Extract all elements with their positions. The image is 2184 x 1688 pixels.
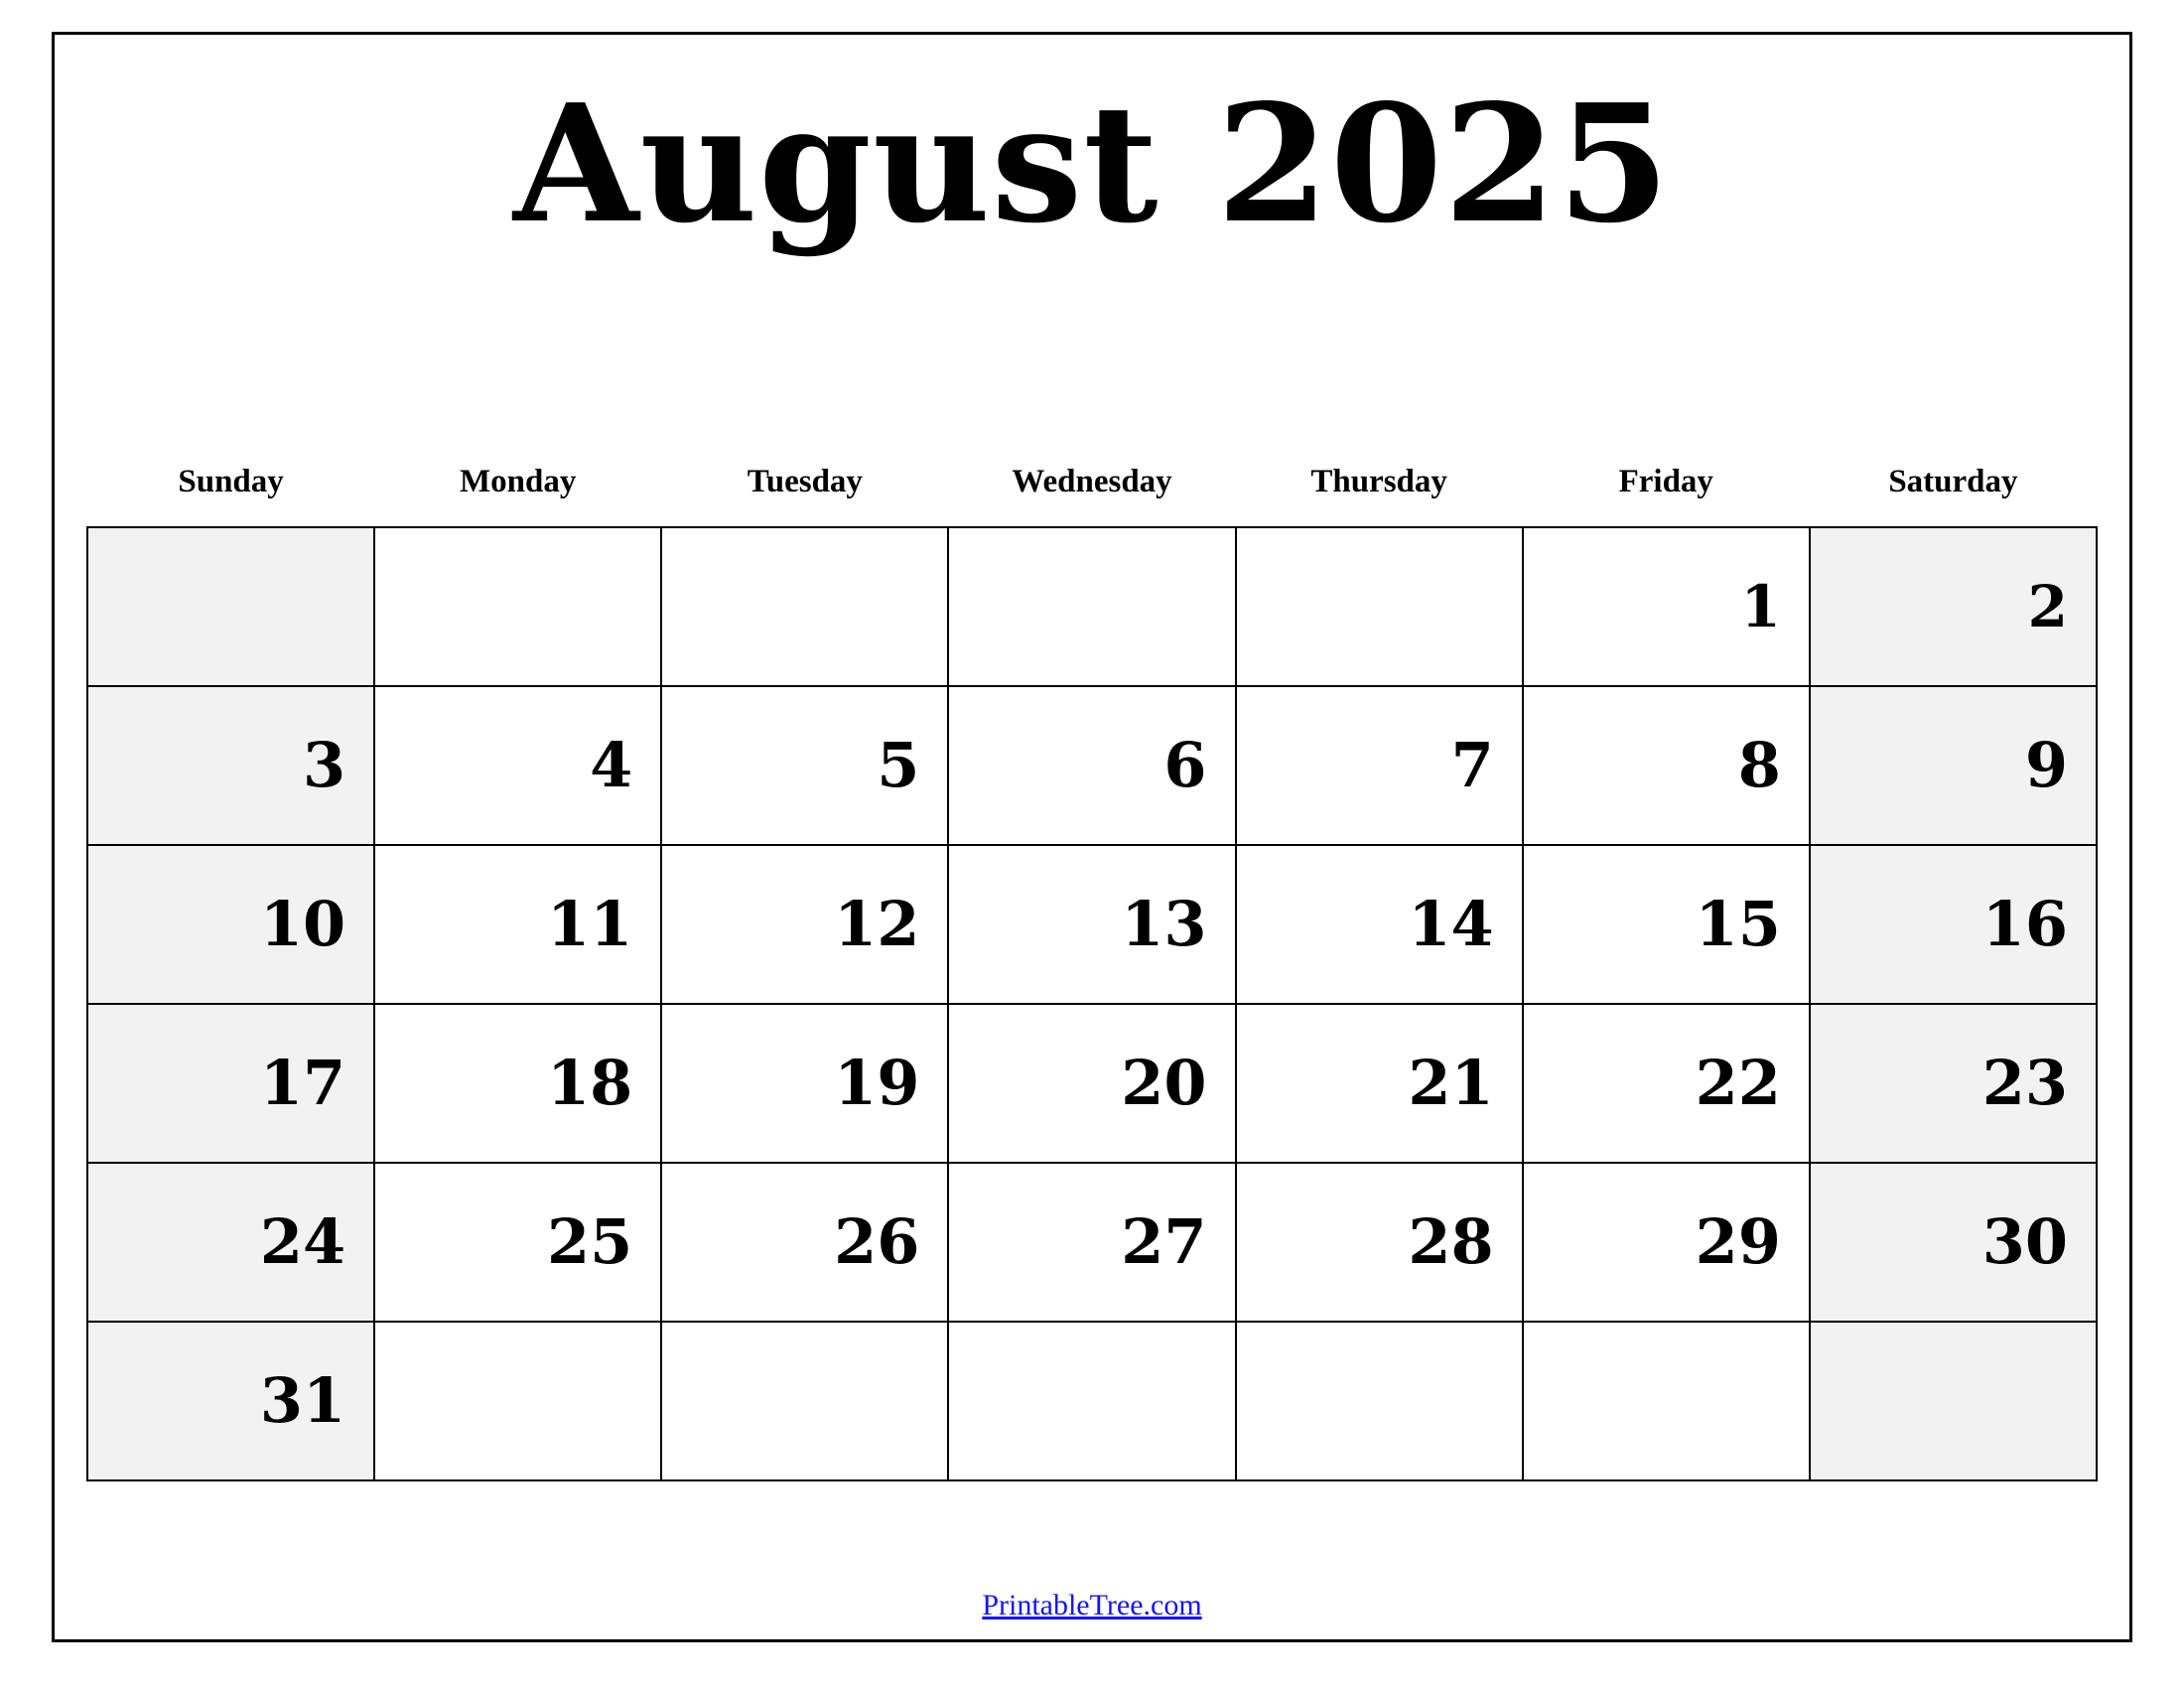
calendar-week-row <box>87 527 2097 686</box>
day-number: 12 <box>834 888 920 960</box>
day-cell[interactable] <box>948 1004 1235 1163</box>
day-cell[interactable] <box>661 1163 948 1322</box>
day-cell[interactable] <box>87 845 374 1004</box>
day-cell[interactable] <box>948 527 1235 686</box>
day-number: 24 <box>259 1205 346 1278</box>
day-number: 30 <box>1981 1205 2068 1278</box>
day-cell[interactable] <box>1236 1322 1523 1480</box>
calendar-week-row <box>87 1163 2097 1322</box>
day-cell[interactable] <box>1810 1322 2097 1480</box>
day-number: 26 <box>834 1205 920 1278</box>
calendar-grid-wrapper <box>86 449 2098 1481</box>
day-number: 6 <box>1163 729 1207 801</box>
day-cell[interactable] <box>1810 1004 2097 1163</box>
day-number: 17 <box>259 1047 346 1119</box>
day-number: 13 <box>1121 888 1207 960</box>
day-number: 9 <box>2024 729 2068 801</box>
day-cell[interactable] <box>661 845 948 1004</box>
day-cell[interactable] <box>87 686 374 845</box>
day-number: 28 <box>1408 1205 1494 1278</box>
day-cell[interactable] <box>1236 1163 1523 1322</box>
day-cell[interactable] <box>374 686 661 845</box>
day-cell[interactable] <box>1523 1004 1810 1163</box>
day-cell[interactable] <box>87 527 374 686</box>
day-cell[interactable] <box>1523 845 1810 1004</box>
day-number: 15 <box>1695 888 1781 960</box>
weekday-header-wednesday: Wednesday <box>1012 464 1172 499</box>
day-cell[interactable] <box>948 845 1235 1004</box>
day-number: 3 <box>303 729 346 801</box>
day-number: 7 <box>1450 729 1494 801</box>
day-cell[interactable] <box>1810 686 2097 845</box>
day-cell[interactable] <box>1236 527 1523 686</box>
calendar-week-row <box>87 686 2097 845</box>
day-number: 2 <box>2027 573 2068 640</box>
day-number: 8 <box>1737 729 1781 801</box>
day-number: 29 <box>1695 1205 1781 1278</box>
day-number: 27 <box>1121 1205 1207 1278</box>
day-number: 20 <box>1121 1047 1207 1119</box>
day-number: 11 <box>547 888 633 960</box>
calendar-week-row <box>87 1322 2097 1480</box>
calendar-table <box>86 449 2098 1481</box>
day-cell[interactable] <box>374 1163 661 1322</box>
day-cell[interactable] <box>1236 1004 1523 1163</box>
day-cell[interactable] <box>87 1163 374 1322</box>
day-number: 4 <box>590 729 633 801</box>
weekday-header-tuesday: Tuesday <box>747 464 863 499</box>
day-cell[interactable] <box>1523 1322 1810 1480</box>
calendar-body <box>87 527 2097 1480</box>
footer <box>0 1589 2184 1622</box>
calendar-content <box>52 32 2132 1642</box>
day-number: 14 <box>1408 888 1494 960</box>
day-number: 23 <box>1981 1047 2068 1119</box>
day-cell[interactable] <box>87 1004 374 1163</box>
day-number: 10 <box>259 888 346 960</box>
day-cell[interactable] <box>374 1322 661 1480</box>
day-number: 5 <box>877 729 920 801</box>
weekday-header-saturday: Saturday <box>1888 464 2018 499</box>
day-cell[interactable] <box>948 1163 1235 1322</box>
day-number: 16 <box>1981 888 2068 960</box>
day-cell[interactable] <box>1523 1163 1810 1322</box>
day-cell[interactable] <box>1236 686 1523 845</box>
day-number: 25 <box>547 1205 633 1278</box>
day-cell[interactable] <box>1810 845 2097 1004</box>
day-number: 21 <box>1408 1047 1494 1119</box>
day-cell[interactable] <box>948 686 1235 845</box>
day-cell[interactable] <box>1523 686 1810 845</box>
page-title: August 2025 <box>513 70 1671 259</box>
weekday-header-sunday: Sunday <box>178 464 284 499</box>
calendar-week-row <box>87 845 2097 1004</box>
day-cell[interactable] <box>374 845 661 1004</box>
day-cell[interactable] <box>1523 527 1810 686</box>
calendar-week-row <box>87 1004 2097 1163</box>
weekday-header-monday: Monday <box>460 464 577 499</box>
day-cell[interactable] <box>374 1004 661 1163</box>
day-cell[interactable] <box>1810 527 2097 686</box>
footer-site-link[interactable]: PrintableTree.com <box>982 1589 1202 1621</box>
day-cell[interactable] <box>661 1004 948 1163</box>
weekday-header-thursday: Thursday <box>1310 464 1447 499</box>
day-cell[interactable] <box>948 1322 1235 1480</box>
day-cell[interactable] <box>661 1322 948 1480</box>
day-cell[interactable] <box>1236 845 1523 1004</box>
day-cell[interactable] <box>661 686 948 845</box>
weekday-header-friday: Friday <box>1618 464 1713 499</box>
day-number: 18 <box>547 1047 633 1119</box>
day-cell[interactable] <box>87 1322 374 1480</box>
day-cell[interactable] <box>374 527 661 686</box>
day-number: 22 <box>1695 1047 1781 1119</box>
day-number: 31 <box>259 1364 346 1437</box>
day-number: 1 <box>1740 573 1781 640</box>
day-number: 19 <box>834 1047 920 1119</box>
day-cell[interactable] <box>661 527 948 686</box>
calendar-header-row <box>87 449 2097 527</box>
day-cell[interactable] <box>1810 1163 2097 1322</box>
